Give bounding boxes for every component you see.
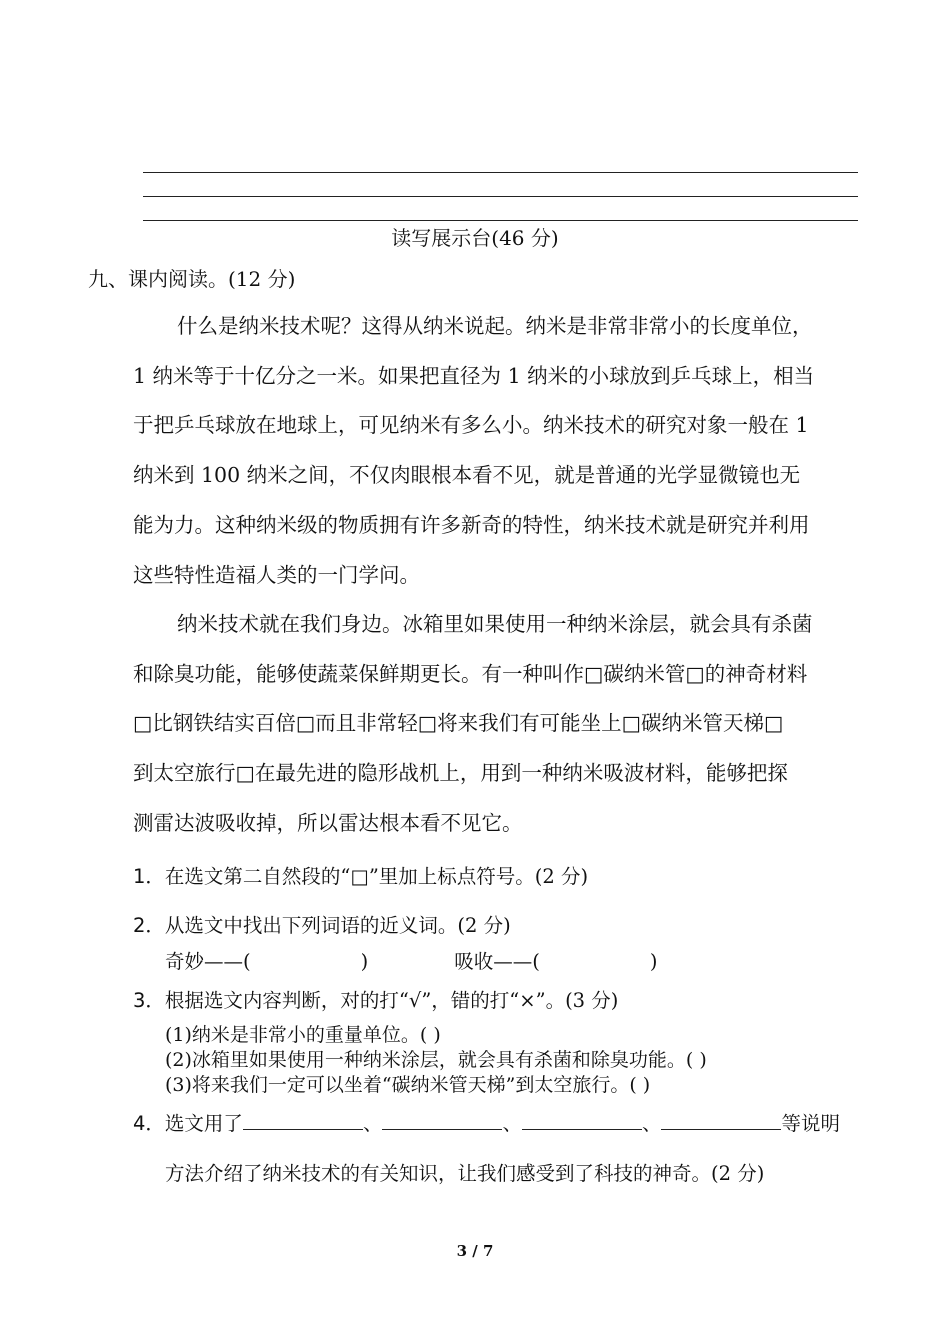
passage-line: 什么是纳米技术呢？这得从纳米说起。纳米是非常非常小的长度单位， <box>177 314 813 338</box>
separator: 、 <box>362 1112 383 1135</box>
section-title: 读写展示台(46 分) <box>391 226 559 250</box>
passage-line: 于把乒乓球放在地球上，可见纳米有多么小。纳米技术的研究对象一般在 1 <box>133 413 809 438</box>
page-number: 3 / 7 <box>456 1242 494 1260</box>
question-text-start: 选文用了 <box>164 1112 243 1135</box>
question-4-line-2: 方法介绍了纳米技术的有关知识，让我们感受到了科技的神奇。(2 分) <box>165 1162 765 1185</box>
passage-line: 纳米到 100 纳米之间，不仅肉眼根本看不见，就是普通的光学显微镜也无 <box>133 463 801 488</box>
question-number: 1． <box>133 865 165 888</box>
question-text: 从选文中找出下列词语的近义词。(2 分) <box>164 914 511 937</box>
passage-line: 纳米技术就在我们身边。冰箱里如果使用一种纳米涂层，就会具有杀菌 <box>177 612 813 636</box>
synonym-row <box>165 946 657 974</box>
passage-line: □比钢铁结实百倍□而且非常轻□将来我们有可能坐上□碳纳米管天梯□ <box>133 711 784 736</box>
passage-line: 和除臭功能，能够使蔬菜保鲜期更长。有一种叫作□碳纳米管□的神奇材料 <box>133 661 808 686</box>
answer-line-1[interactable] <box>143 172 858 173</box>
judge-item-3[interactable]: (3)将来我们一定可以坐着“碳纳米管天梯”到太空旅行。( ) <box>165 1074 651 1096</box>
passage-paragraph-1 <box>133 302 863 600</box>
question-number: 4． <box>133 1112 165 1135</box>
passage-line: 到太空旅行□在最先进的隐形战机上，用到一种纳米吸波材料，能够把探 <box>133 761 788 786</box>
judge-item-2[interactable]: (2)冰箱里如果使用一种纳米涂层，就会具有杀菌和除臭功能。( ) <box>165 1049 707 1071</box>
fill-blank-4[interactable] <box>661 1113 781 1130</box>
fill-blank-2[interactable] <box>382 1113 502 1130</box>
passage-line: 能为力。这种纳米级的物质拥有许多新奇的特性，纳米技术就是研究并利用 <box>133 512 810 537</box>
passage-paragraph-2 <box>133 600 863 849</box>
synonym-word-2: 吸收——( <box>454 950 540 973</box>
question-4 <box>133 1108 840 1136</box>
fill-blank-1[interactable] <box>243 1113 363 1130</box>
question-number: 2． <box>133 914 165 937</box>
separator: 、 <box>502 1112 522 1135</box>
synonym-close-2: ) <box>649 950 658 973</box>
question-text-end: 等说明 <box>781 1112 840 1135</box>
synonym-close-1: ) <box>360 950 369 973</box>
separator: 、 <box>641 1112 662 1135</box>
question-text: 在选文第二自然段的“□”里加上标点符号。(2 分) <box>164 865 589 888</box>
passage-line: 测雷达波吸收掉，所以雷达根本看不见它。 <box>133 810 523 835</box>
question-heading: 九、课内阅读。(12 分) <box>88 267 296 291</box>
answer-line-3[interactable] <box>143 220 858 221</box>
fill-blank-3[interactable] <box>522 1113 642 1130</box>
synonym-word-1: 奇妙——( <box>165 950 251 973</box>
answer-line-2[interactable] <box>143 196 858 197</box>
passage-line: 这些特性造福人类的一门学问。 <box>133 562 420 587</box>
question-3 <box>133 985 618 1013</box>
judge-item-1[interactable]: (1)纳米是非常小的重量单位。( ) <box>165 1024 441 1046</box>
question-1 <box>133 861 588 889</box>
question-text: 根据选文内容判断，对的打“√”，错的打“×”。(3 分) <box>164 989 619 1012</box>
passage-line: 1 纳米等于十亿分之一米。如果把直径为 1 纳米的小球放到乒乓球上，相当 <box>133 363 815 388</box>
question-number: 3． <box>133 989 165 1012</box>
question-2 <box>133 910 511 938</box>
